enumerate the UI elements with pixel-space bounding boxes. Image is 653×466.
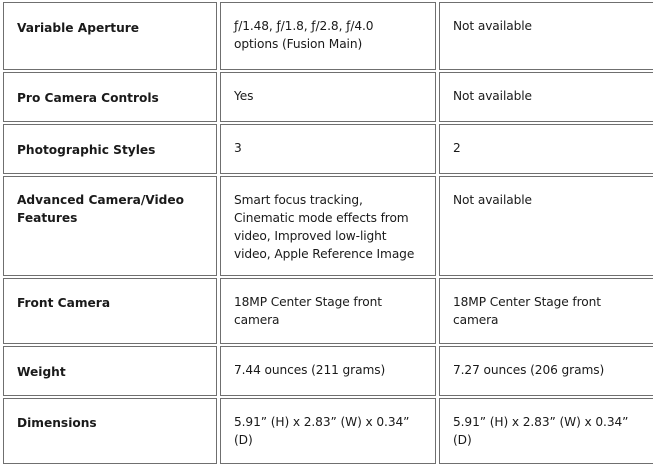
value-cell: 5.91” (H) x 2.83” (W) x 0.34” (D) [220, 398, 436, 464]
feature-cell: Advanced Camera/Video Features [3, 176, 217, 276]
feature-cell: Variable Aperture [3, 2, 217, 70]
table-row [3, 72, 653, 122]
value-cell: 7.27 ounces (206 grams) [439, 346, 653, 396]
feature-cell: Pro Camera Controls [3, 72, 217, 122]
table-row [3, 278, 653, 344]
value-cell: 18MP Center Stage front camera [439, 278, 653, 344]
value-cell: 2 [439, 124, 653, 174]
value-cell: 5.91” (H) x 2.83” (W) x 0.34” (D) [439, 398, 653, 464]
feature-cell: Front Camera [3, 278, 217, 344]
feature-cell: Photographic Styles [3, 124, 217, 174]
value-cell: Not available [439, 72, 653, 122]
value-cell: 3 [220, 124, 436, 174]
value-cell: ƒ/1.48, ƒ/1.8, ƒ/2.8, ƒ/4.0 options (Fusion Main) [220, 2, 436, 70]
table-row [3, 398, 653, 464]
value-cell: 7.44 ounces (211 grams) [220, 346, 436, 396]
table-row [3, 346, 653, 396]
feature-cell: Dimensions [3, 398, 217, 464]
table-row [3, 176, 653, 276]
table-row [3, 2, 653, 70]
value-cell: Not available [439, 176, 653, 276]
value-cell: Yes [220, 72, 436, 122]
value-cell: 18MP Center Stage front camera [220, 278, 436, 344]
value-cell: Smart focus tracking, Cinematic mode effects from video, Improved low-light video, Apple Reference Image [220, 176, 436, 276]
value-cell: Not available [439, 2, 653, 70]
table-row [3, 124, 653, 174]
feature-cell: Weight [3, 346, 217, 396]
